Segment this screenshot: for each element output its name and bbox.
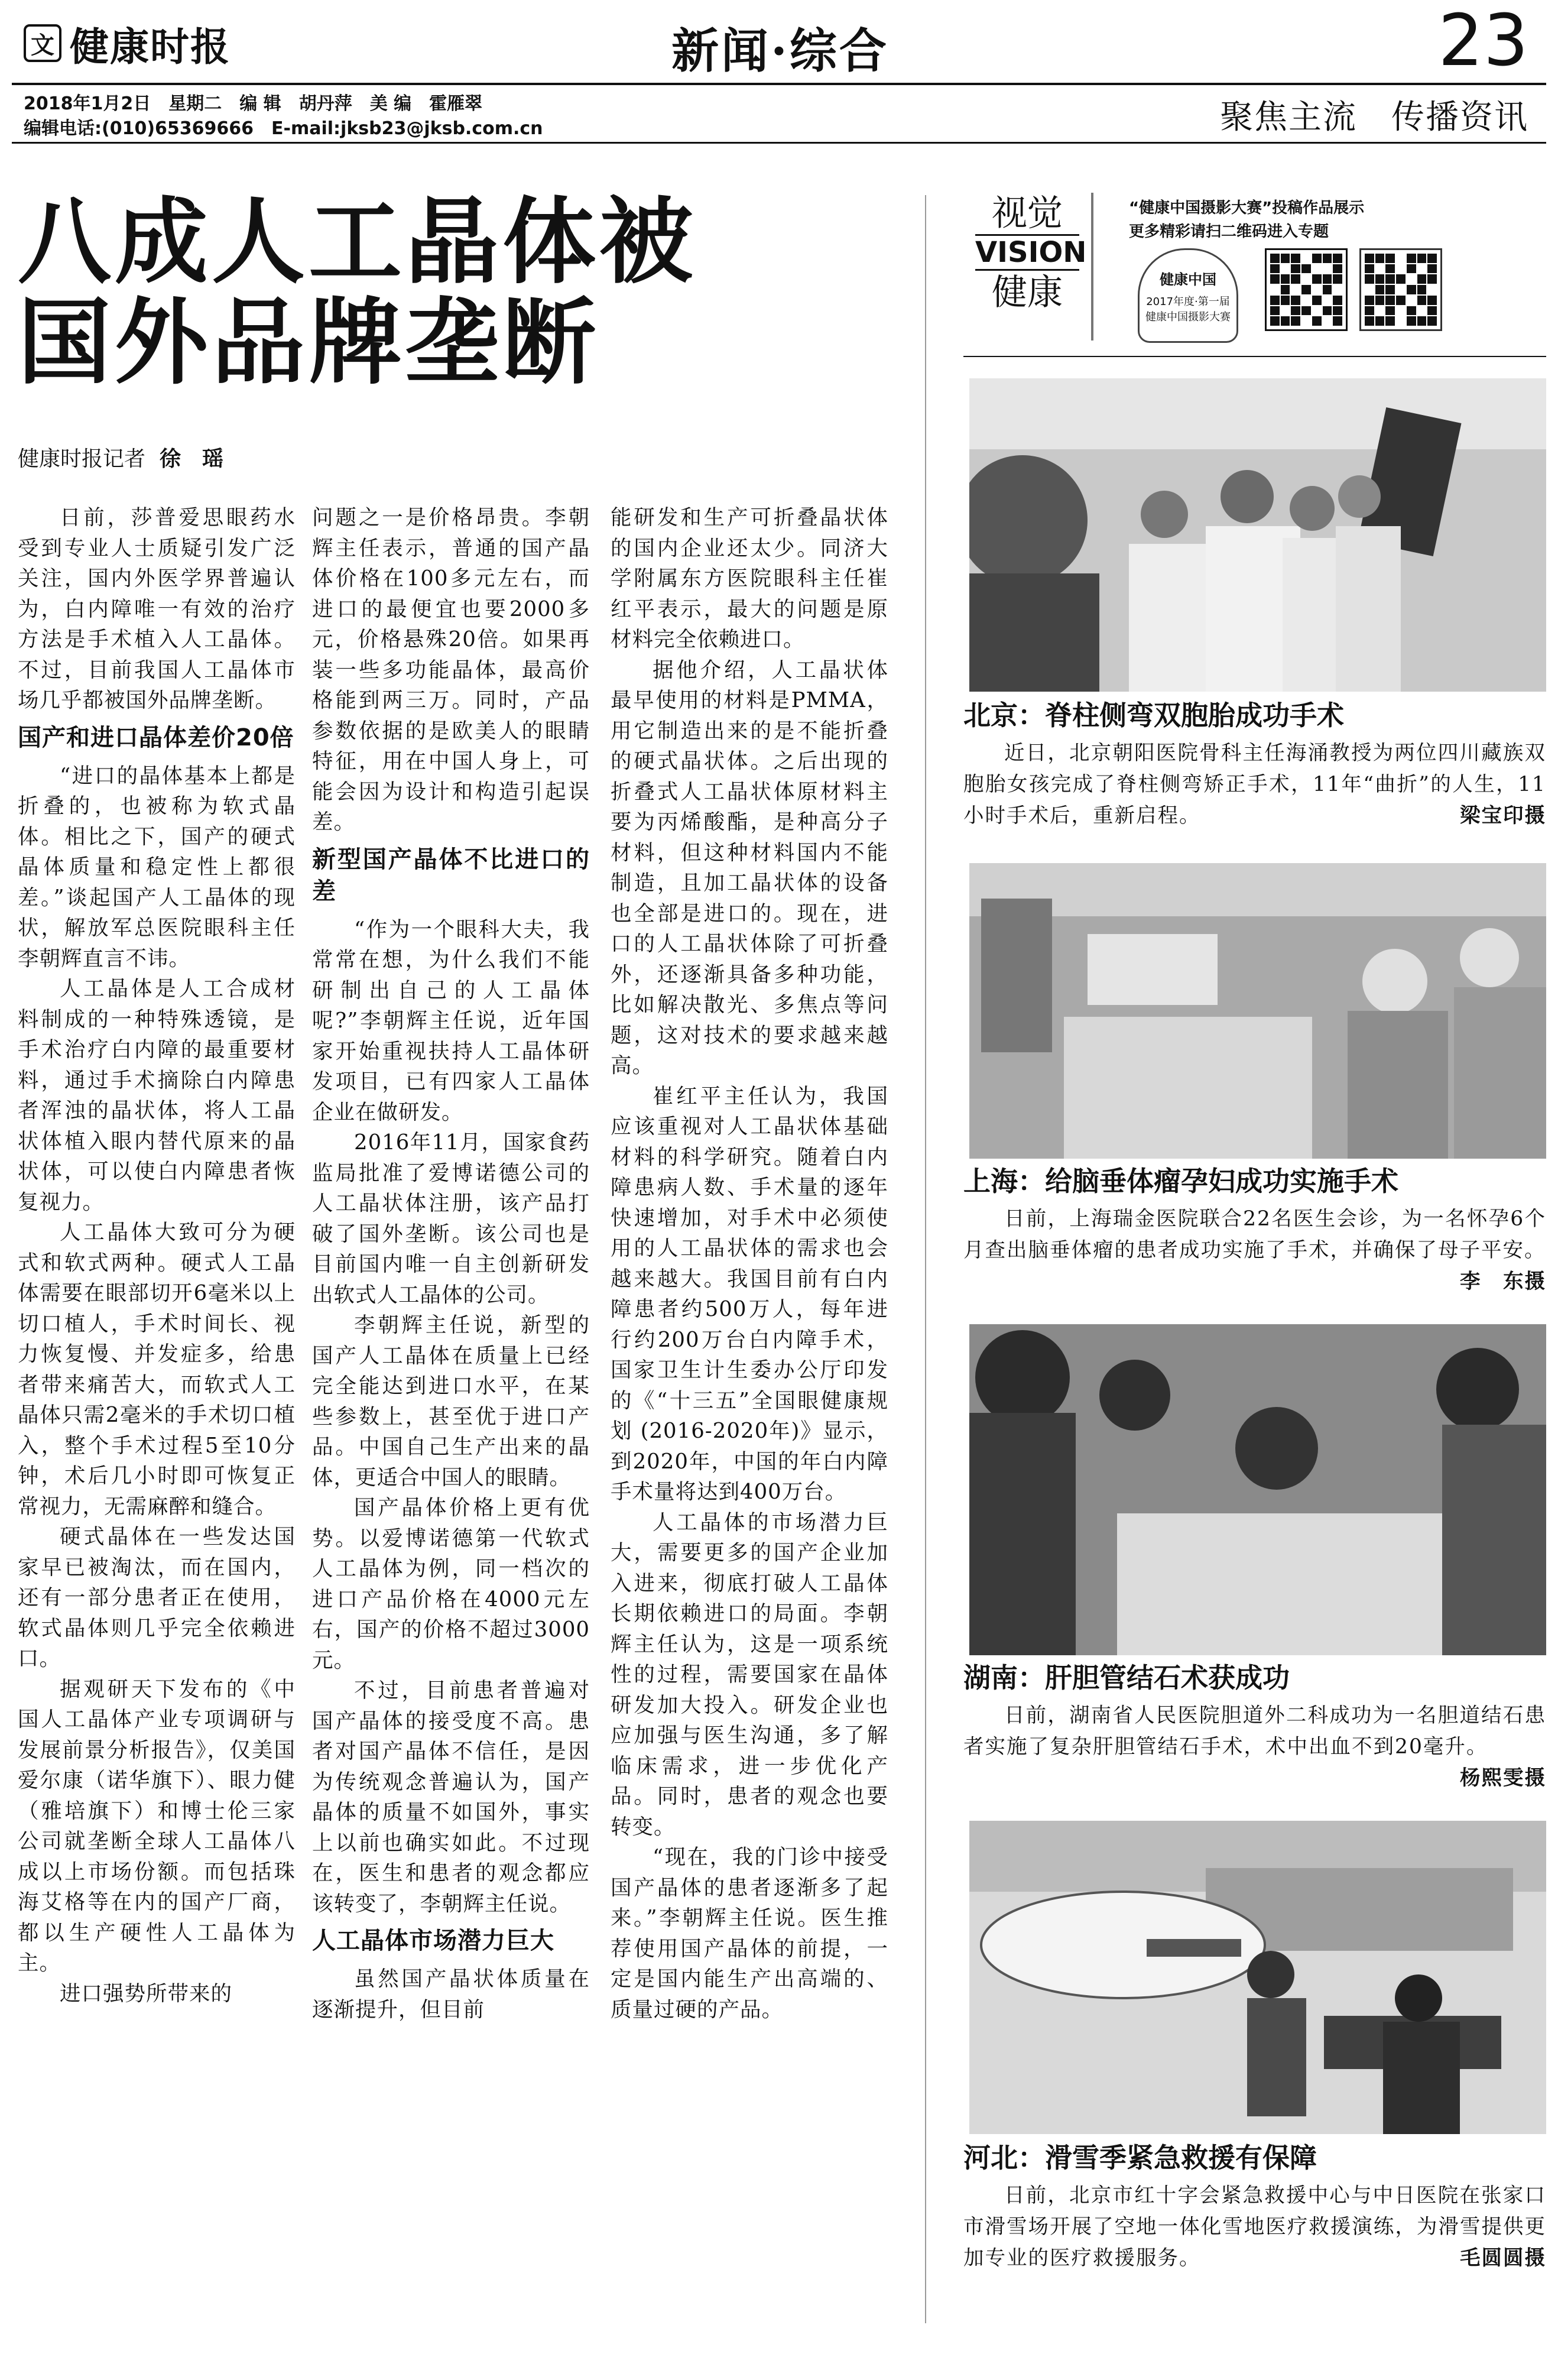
photo-hunan-image — [969, 1324, 1546, 1655]
vision-en: VISION — [975, 234, 1079, 271]
article-column-3 — [611, 502, 888, 2025]
byline-label: 健康时报记者 — [18, 447, 146, 471]
photo-beijing — [969, 378, 1546, 692]
subheading: 人工晶体市场潜力巨大 — [312, 1927, 554, 1954]
contest-badge: 健康中国 — [1160, 271, 1216, 288]
contest-name: 2017年度·第一届 健康中国摄影大赛 — [1145, 295, 1231, 323]
caption-hebei — [963, 2140, 1546, 2274]
photo-beijing-image — [969, 378, 1546, 692]
article-column-2 — [312, 502, 590, 2025]
paragraph: “进口的晶体基本上都是折叠的，也被称为软式晶体。相比之下，国产的硬式晶体质量和稳定性上都很差。”谈起国产人工晶体的现状，解放军总医院眼科主任李朝辉直言不讳。 — [18, 763, 296, 971]
paragraph: 2016年11月，国家食药监局批准了爱博诺德公司的人工晶状体注册，该产品打破了国外垄断。该公司也是目前国内唯一自主创新研发出软式人工晶体的公司。 — [312, 1130, 590, 1307]
paragraph: 人工晶体大致可分为硬式和软式两种。硬式人工晶体需要在眼部切开6毫米以上切口植人，手术时间长、视力恢复慢、并发症多，给患者带来痛苦大，而软式人工晶体只需2毫米的手术切口植入，整个手术过程5至10分钟，术后几小时即可恢复正常视力，无需麻醉和缝合。 — [18, 1220, 296, 1519]
headline-line-2: 国外品牌垄断 — [18, 288, 599, 397]
paragraph: 日前，莎普爱思眼药水受到专业人士质疑引发广泛关注，国内外医学界普遍认为，白内障唯一有效的治疗方法是手术植入人工晶体。不过，目前我国人工晶体市场几乎都被国外品牌垄断。 — [18, 505, 296, 712]
caption-title: 上海：给脑垂体瘤孕妇成功实施手术 — [963, 1165, 1398, 1197]
sidebar-rule — [963, 356, 1546, 357]
headline-line-1: 八成人工晶体被 — [18, 188, 696, 297]
vision-badge — [963, 193, 1093, 341]
paper-name: 健康时报 — [70, 23, 231, 70]
paragraph: 据他介绍，人工晶状体最早使用的材料是PMMA，用它制造出来的是不能折叠的硬式晶状体。之后出现的折叠式人工晶状体原材料主要为丙烯酸酯，是种高分子材料，但这种材料国内不能制造，且加工晶状体的设备也全部是进口的。现在，进口的人工晶状体除了可折叠外，还逐渐具备多种功能，比如解决散光、多焦点等问题，这对技术的要求越来越高。 — [611, 657, 888, 1078]
subheading: 新型国产晶体不比进口的差 — [312, 845, 590, 905]
vision-cn-bottom: 健康 — [992, 272, 1063, 313]
vision-cn-top: 视觉 — [992, 193, 1063, 234]
paragraph: 硬式晶体在一些发达国家早已被淘汰，而在国内，还有一部分患者正在使用，软式晶体则几乎完全依赖进口。 — [18, 1525, 296, 1671]
paragraph: 李朝辉主任说，新型的国产人工晶体在质量上已经完全能达到进口水平，在某些参数上，甚至优于进口产品。中国自己生产出来的晶体，更适合中国人的眼睛。 — [312, 1313, 590, 1490]
byline-name: 徐 瑶 — [160, 447, 224, 471]
caption-body — [963, 1204, 1546, 1293]
caption-title: 湖南：肝胆管结石术获成功 — [963, 1662, 1290, 1694]
photo-shanghai — [969, 863, 1546, 1159]
promo-line-2: 更多精彩请扫二维码进入专题 — [1129, 223, 1329, 241]
paragraph: 问题之一是价格昂贵。李朝辉主任表示，普通的国产晶体价格在100多元左右，而进口的最便宜也要2000多元，价格悬殊20倍。如果再装一些多功能晶体，最高价格能到两三万。同时，产品参数依据的是欧美人的眼睛特征，用在中国人身上，可能会因为设计和构造引起误差。 — [312, 505, 590, 834]
photo-credit: 李 东摄 — [1460, 1270, 1546, 1293]
paragraph: 人工晶体的市场潜力巨大，需要更多的国产企业加入进来，彻底打破人工晶体长期依赖进口的局面。李朝辉主任认为，这是一项系统性的过程，需要国家在晶体研发加大投入。研发企业也应加强与医生沟通，多了解临床需求，进一步优化产品。同时，患者的观念也要转变。 — [611, 1510, 888, 1839]
caption-body — [963, 2180, 1546, 2274]
paragraph: 能研发和生产可折叠晶状体的国内企业还太少。同济大学附属东方医院眼科主任崔红平表示，最大的问题是原材料完全依赖进口。 — [611, 505, 888, 651]
column-divider — [925, 195, 926, 2323]
contact-line: 编辑电话:(010)65369666 E-mail:jksb23@jksb.com.cn — [24, 118, 543, 139]
paper-logo — [24, 11, 260, 76]
photo-hunan — [969, 1324, 1546, 1655]
photo-credit: 杨熙雯摄 — [1460, 1766, 1546, 1790]
section-title: 新闻·综合 — [671, 23, 889, 79]
paragraph: 不过，目前患者普遍对国产晶体的接受度不高。患者对国产晶体不信任，是因为传统观念普遍认为，国产晶体的质量不如国外，事实上以前也确实如此。不过现在，医生和患者的观念都应该转变了，李朝辉主任说。 — [312, 1678, 590, 1916]
header-rule — [12, 142, 1546, 144]
slogan: 聚焦主流 传播资讯 — [1220, 98, 1528, 137]
caption-body — [963, 1700, 1546, 1790]
page-number: 23 — [1438, 0, 1528, 82]
photo-shanghai-image — [969, 863, 1546, 1159]
contest-promo — [1129, 196, 1401, 244]
caption-text: 日前，北京市红十字会紧急救援中心与中日医院在张家口市滑雪场开展了空地一体化雪地医疗救援演练，为滑雪提供更加专业的医疗救援服务。 — [963, 2184, 1546, 2270]
paragraph: 崔红平主任认为，我国应该重视对人工晶状体基础材料的科学研究。随着白内障患病人数、手术量的逐年快速增加，对手术中必须使用的人工晶状体的需求也会越来越大。我国目前有白内障患者约500万人，每年进行约200万台白内障手术，国家卫生计生委办公厅印发的《“十三五”全国眼健康规划 (2016-2020年)》显示，到2020年，中国的年白内障手术量将达到400万台。 — [611, 1084, 888, 1504]
date-editor-line: 2018年1月2日 星期二 编 辑 胡丹萍 美 编 霍雁翠 — [24, 93, 483, 114]
photo-credit: 毛圆圆摄 — [1460, 2246, 1546, 2270]
subheading: 国产和进口晶体差价20倍 — [18, 724, 294, 751]
paragraph: 虽然国产晶状体质量在逐渐提升，但目前 — [312, 1967, 590, 2022]
caption-text: 日前，上海瑞金医院联合22名医生会诊，为一名怀孕6个月查出脑垂体瘤的患者成功实施了手术，并确保了母子平安。 — [963, 1207, 1546, 1262]
caption-body — [963, 738, 1546, 832]
caption-shanghai — [963, 1163, 1546, 1298]
promo-line-1: “健康中国摄影大赛”投稿作品展示 — [1129, 199, 1365, 217]
byline — [18, 442, 223, 472]
paragraph: 国产晶体价格上更有优势。以爱博诺德第一代软式人工晶体为例，同一档次的进口产品价格在4000元左右，国产的价格不超过3000元。 — [312, 1496, 590, 1672]
headline — [18, 188, 922, 397]
paragraph: 进口强势所带来的 — [60, 1981, 233, 2006]
caption-text: 日前，湖南省人民医院胆道外二科成功为一名胆道结石患者实施了复杂肝胆管结石手术，术中出血不到20毫升。 — [963, 1704, 1546, 1759]
photo-hebei-image — [969, 1821, 1546, 2134]
caption-title: 北京：脊柱侧弯双胞胎成功手术 — [963, 699, 1344, 731]
qr-code-icon[interactable] — [1265, 248, 1348, 331]
paragraph: 人工晶体是人工合成材料制成的一种特殊透镜，是手术治疗白内障的最重要材料，通过手术摘除白内障患者浑浊的晶状体，将人工晶状体植入眼内替代原来的晶状体，可以使白内障患者恢复视力。 — [18, 977, 296, 1214]
photo-credit: 梁宝印摄 — [1460, 804, 1546, 828]
caption-hunan — [963, 1660, 1546, 1794]
caption-text: 近日，北京朝阳医院骨科主任海涌教授为两位四川藏族双胞胎女孩完成了脊柱侧弯矫正手术，11年“曲折”的人生，11小时手术后，重新启程。 — [963, 741, 1546, 828]
caption-title: 河北：滑雪季紧急救援有保障 — [963, 2142, 1317, 2174]
paragraph: “作为一个眼科大夫，我常常在想，为什么我们不能研制出自己的人工晶体呢?”李朝辉主任说，近年国家开始重视扶持人工晶体研发项目，已有四家人工晶体企业在做研发。 — [312, 917, 590, 1124]
masthead-rule — [12, 83, 1546, 85]
contest-logo — [1138, 248, 1238, 343]
article-column-1 — [18, 502, 296, 2009]
photo-hebei — [969, 1821, 1546, 2134]
caption-beijing — [963, 698, 1546, 832]
paragraph: 据观研天下发布的《中国人工晶体产业专项调研与发展前景分析报告》，仅美国爱尔康（诺华旗下）、眼力健（雅培旗下）和博士伦三家公司就垄断全球人工晶体八成以上市场份额。而包括珠海艾格等在内的国产厂商，都以生产硬性人工晶体为主。 — [18, 1677, 296, 1975]
qr-code-icon[interactable] — [1359, 248, 1442, 331]
paragraph: “现在，我的门诊中接受国产晶体的患者逐渐多了起来。”李朝辉主任说。医生推荐使用国产晶体的前提，一定是国内能生产出高端的、质量过硬的产品。 — [611, 1845, 888, 2022]
logo-mark: 文 — [24, 24, 61, 62]
